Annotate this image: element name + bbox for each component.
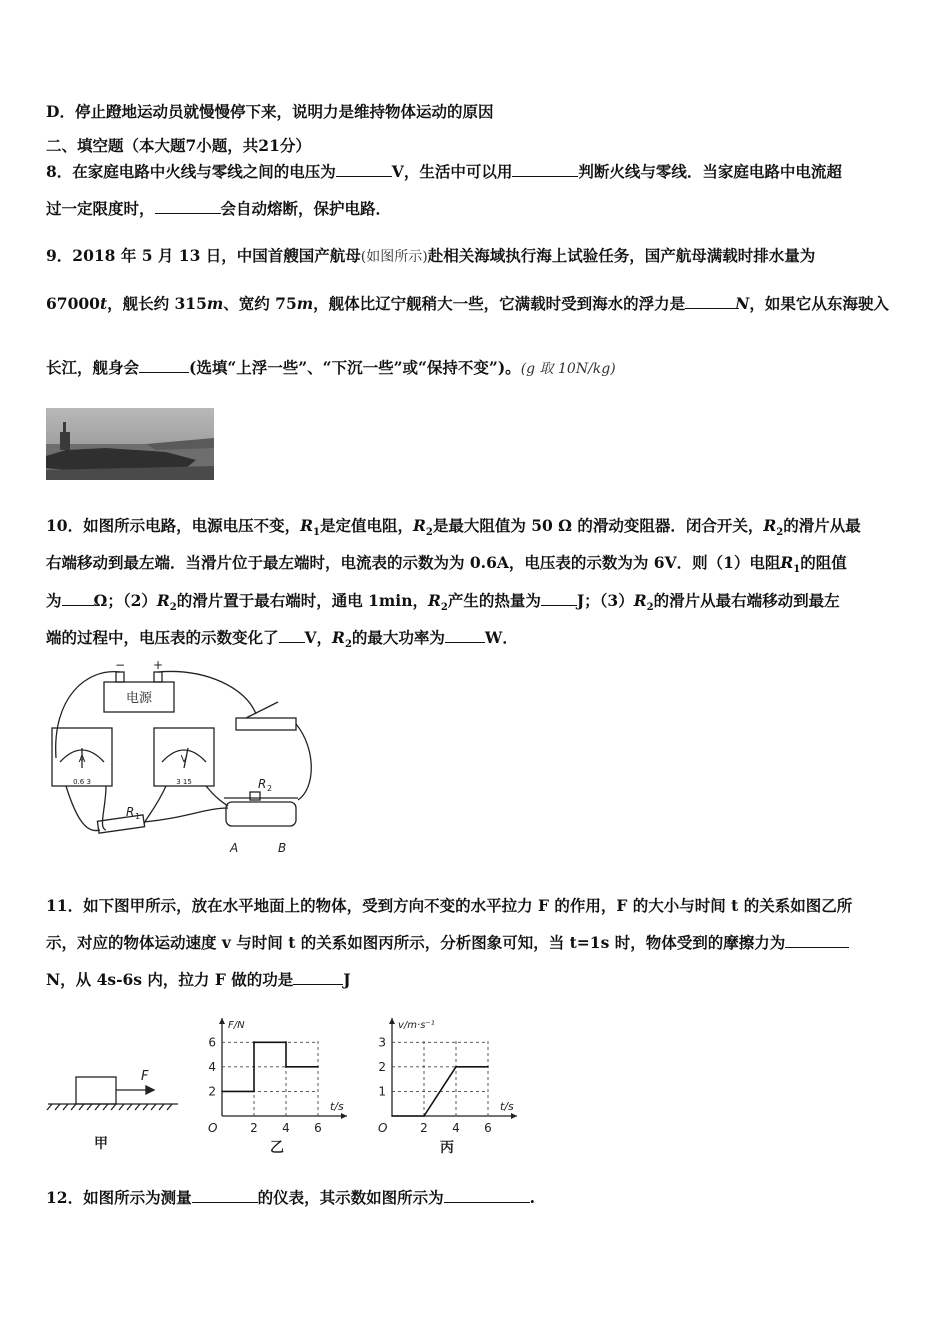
q9-text: (选填“上浮一些”、“下沉一些”或“保持不变”)。 [189,358,521,377]
y-tick-label: 4 [208,1059,216,1074]
x-axis-arrow [511,1113,517,1119]
subscript: 2 [425,527,433,539]
q10-text: 端的过程中，电压表的示数变化了 [46,628,279,647]
voltmeter-label: V [180,754,188,765]
y-axis-arrow [389,1018,395,1024]
wire [144,786,166,824]
answer-blank[interactable] [785,933,849,948]
q10-text: 的滑片从最 [783,516,861,535]
terminal-a-label: A [230,841,239,855]
q10-line3 [46,591,840,618]
figure-caption: 丙 [440,1140,454,1155]
r2-subscript: 2 [267,784,273,793]
y-axis-label: F/N [228,1020,245,1031]
q10-text: V， [304,628,333,647]
circuit-diagram [46,658,316,858]
power-source-label: 电源 [125,691,153,706]
q10-text: 10．如图所示电路，电源电压不变， [46,516,301,535]
r1-subscript: 1 [135,812,141,821]
q9-text: 、宽约 75 [223,294,297,313]
x-tick-label: 6 [484,1121,492,1135]
q8-text: 判断火线与零线．当家庭电路中电流超 [578,162,842,181]
q10-text: 为 [46,591,62,610]
answer-blank[interactable] [445,628,485,643]
y-axis-label: v/m·s⁻¹ [398,1020,435,1031]
resistor-symbol: R [332,628,345,647]
data-point [285,1066,287,1068]
resistor-symbol: R [427,591,441,610]
resistor-symbol: R [156,591,170,610]
aircraft-carrier-photo [46,408,214,480]
data-point [253,1091,255,1093]
q11-line1: 11．如下图甲所示，放在水平地面上的物体，受到方向不变的水平拉力 F 的作用，F 的大小与时间 t 的关系如图乙所 [46,896,853,915]
voltmeter-scale: 3 15 [176,778,192,786]
resistor-symbol: R [763,516,777,535]
answer-blank[interactable] [279,628,305,643]
q9-text: (如图所示) [360,249,428,265]
q12-text: . [529,1188,535,1207]
answer-blank[interactable] [336,162,392,177]
data-point [487,1066,489,1068]
wire [158,671,256,714]
x-axis-label: t/s [330,1100,344,1113]
y-axis-arrow [219,1018,225,1024]
q10-text: 的滑片从最右端移动到最左 [653,591,840,610]
terminal-b-label: B [278,841,287,855]
resistor-symbol: R [633,591,647,610]
q10-text: 产生的热量为 [447,591,541,610]
y-tick-label: 3 [378,1035,386,1050]
subscript: 2 [646,602,654,614]
q10-text: Ω；（2） [93,591,157,610]
resistor-symbol: R [300,516,313,535]
q8-text: V，生活中可以用 [391,162,513,181]
q10-line2 [46,553,847,580]
answer-blank[interactable] [192,1188,258,1203]
subscript: 2 [776,527,784,539]
wire [66,786,100,831]
answer-blank[interactable] [512,162,578,177]
subscript: 1 [312,527,320,539]
rheostat-r2 [226,802,296,826]
r1-label: R [126,805,135,819]
q7-option-d: D．停止蹬地运动员就慢慢停下来，说明力是维持物体运动的原因 [46,102,494,121]
figure-jia [46,1060,186,1150]
chart-velocity-time [370,1010,530,1155]
ground-hatching [47,1104,172,1110]
subscript: 2 [344,639,352,651]
data-point [423,1115,425,1117]
q10-text: J；（3） [576,591,634,610]
switch [236,718,296,730]
q8-line2 [46,199,391,219]
chart-force-time [200,1010,360,1155]
wire [144,808,228,822]
resistor-symbol: R [412,516,426,535]
q11-text: J [343,970,351,989]
q10-text: 的阻值 [800,553,847,572]
unit-symbol: m [206,294,224,313]
q10-text: 右端移动到最左端．当滑片位于最左端时，电流表的示数为为 0.6A，电压表的示数为为 6V．则（1）电阻 [46,553,781,572]
answer-blank[interactable] [62,591,94,606]
r2-label: R [258,777,267,791]
force-label: F [141,1069,149,1084]
answer-blank[interactable] [155,199,221,214]
x-tick-label: 2 [420,1121,428,1135]
minus-terminal-label: − [114,658,126,672]
wire [296,724,311,800]
q9-text: ，如果它从东海驶入 [749,294,889,313]
subscript: 2 [440,602,448,614]
q10-line1 [46,516,861,543]
x-axis-label: t/s [500,1100,514,1113]
y-tick-label: 2 [208,1084,216,1099]
q9-line1 [46,246,815,267]
x-axis-arrow [341,1113,347,1119]
unit-symbol: t [99,294,108,313]
block [76,1077,116,1104]
y-tick-label: 6 [208,1035,216,1050]
ammeter-scale: 0.6 3 [73,778,91,786]
figure-caption: 乙 [270,1140,284,1155]
q10-text: 的滑片置于最右端时，通电 1min， [176,591,428,610]
q9-text: 9．2018 年 5 月 13 日，中国首艘国产航母 [46,246,361,265]
q9-line2 [46,294,889,314]
q9-text: 赴相关海域执行海上试验任务，国产航母满载时排水量为 [427,246,816,265]
q12-text: 12．如图所示为测量 [46,1188,192,1207]
answer-blank[interactable] [139,358,189,373]
q8-text: 8．在家庭电路中火线与零线之间的电压为 [46,162,336,181]
q11-line3 [46,970,351,990]
y-tick-label: 1 [378,1084,386,1099]
data-point [285,1041,287,1043]
answer-blank[interactable] [685,294,735,309]
data-point [253,1041,255,1043]
q9-text: 长江，舰身会 [46,358,140,377]
section-heading: 二、填空题（本大题7小题，共21分） [46,136,311,155]
wire [102,786,106,830]
q11-line2 [46,933,849,953]
wire [56,672,120,758]
q8-text: 过一定限度时， [46,199,155,218]
x-tick-label: 2 [250,1121,258,1135]
q12-line [46,1188,535,1208]
unit-symbol: m [296,294,314,313]
answer-blank[interactable] [541,591,577,606]
subscript: 1 [793,564,801,576]
plus-terminal-label: + [152,658,164,672]
q9-text: ，舰体比辽宁舰稍大一些，它满载时受到海水的浮力是 [313,294,686,313]
q9-line3 [46,358,616,379]
q10-text: W． [484,628,518,647]
q11-text: N，从 4s-6s 内，拉力 F 做的功是 [46,970,294,989]
data-point [317,1066,319,1068]
q12-text: 的仪表，其示数如图所示为 [257,1188,444,1207]
x-tick-label: 6 [314,1121,322,1135]
answer-blank[interactable] [293,970,343,985]
subscript: 2 [169,602,177,614]
ammeter-label: A [78,754,86,765]
q10-line4 [46,628,518,655]
figure-caption: 甲 [94,1136,108,1150]
q10-text: 的最大功率为 [351,628,445,647]
q9-text: (g 取 10N/kg) [520,361,616,377]
origin-label: O [208,1121,218,1135]
data-point [391,1115,393,1117]
q10-text: 是定值电阻， [319,516,413,535]
unit-symbol: N [735,294,750,313]
origin-label: O [378,1121,388,1135]
answer-blank[interactable] [444,1188,530,1203]
y-tick-label: 2 [378,1059,386,1074]
data-point [221,1091,223,1093]
q11-text: 示，对应的物体运动速度 v 与时间 t 的关系如图丙所示，分析图象可知，当 t=1s 时，物体受到的摩擦力为 [46,933,786,952]
q8-text: 会自动熔断，保护电路． [220,199,392,218]
resistor-symbol: R [780,553,794,572]
wire [206,786,228,806]
x-tick-label: 4 [452,1121,460,1135]
q9-text: 67000 [46,294,100,313]
x-tick-label: 4 [282,1121,290,1135]
q10-text: 是最大阻值为 50 Ω 的滑动变阻器．闭合开关， [432,516,764,535]
q9-text: ，舰长约 315 [107,294,207,313]
q8-line1 [46,162,842,182]
data-point [455,1066,457,1068]
